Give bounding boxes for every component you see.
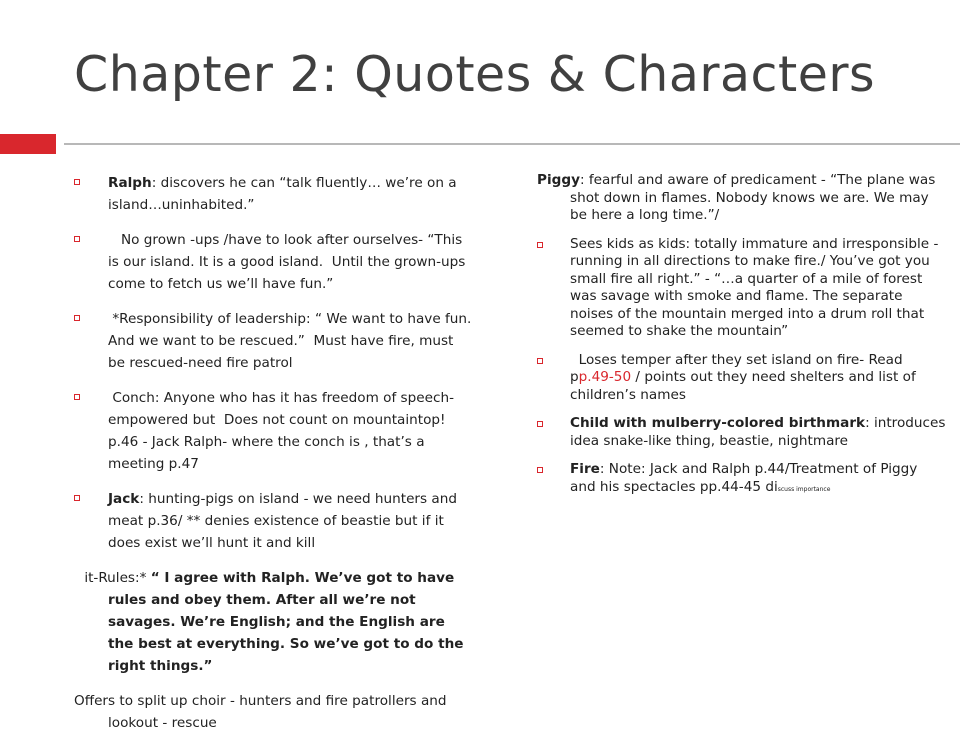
bullet-loses-temper <box>537 352 947 405</box>
bullet-square-icon <box>74 315 80 321</box>
bullet-conch <box>74 387 472 475</box>
bullet-square-icon <box>537 242 543 248</box>
jack-label: Jack <box>108 491 140 507</box>
offers-text: Offers to split up choir - hunters and fire patrollers and lookout - rescue <box>74 693 447 731</box>
bullet-grown-ups <box>74 229 472 295</box>
grown-ups-text: No grown -ups /have to look after ourselves- “This is our island. It is a good island. Until the grown-ups come to fetch us we’ll have fun.” <box>108 232 470 292</box>
loses-temper-text: Loses temper after they set island on fire- Read p <box>570 351 907 385</box>
rules-prefix: it-Rules:* <box>80 570 151 586</box>
page-ref-highlight: p.49-50 <box>578 369 632 385</box>
ralph-text: : discovers he can “talk fluently… we’re on a island…uninhabited.” <box>108 175 457 213</box>
child-label: Child with mulberry-colored birthmark <box>570 415 866 431</box>
accent-bar <box>0 134 56 154</box>
offers-paragraph <box>74 690 472 734</box>
bullet-child <box>537 415 947 450</box>
bullet-jack <box>74 488 472 554</box>
bullet-square-icon <box>74 394 80 400</box>
piggy-paragraph <box>537 172 947 225</box>
child-text: : introduces idea snake-like thing, beastie, nightmare <box>570 415 946 449</box>
piggy-text: : fearful and aware of predicament - “The plane was shot down in flames. Nobody knows we are. We may be here a long time.”/ <box>570 172 936 223</box>
rules-paragraph <box>74 567 472 677</box>
fire-label: Fire <box>570 461 600 477</box>
fire-tiny-text: scuss importance <box>777 485 831 493</box>
bullet-sees-kids <box>537 236 947 341</box>
piggy-label: Piggy <box>537 172 580 188</box>
bullet-square-icon <box>537 421 543 427</box>
bullet-square-icon <box>74 495 80 501</box>
fire-text: : Note: Jack and Ralph p.44/Treatment of Piggy and his spectacles pp.44-45 di <box>570 461 918 495</box>
title-rule <box>64 143 960 145</box>
bullet-square-icon <box>537 467 543 473</box>
left-column <box>74 172 481 747</box>
rules-quote: “ I agree with Ralph. We’ve got to have rules and obey them. After all we’re not savages. We’re English; and the English are the best at everything. So we’ve got to do the right things.” <box>108 570 464 674</box>
responsibility-text: *Responsibility of leadership: “ We want to have fun. And we want to be rescued.” Must have fire, must be rescued-need fire patrol <box>108 311 481 371</box>
bullet-square-icon <box>74 236 80 242</box>
sees-kids-text: Sees kids as kids: totally immature and irresponsible - running in all directions to make fire./ You’ve got you small fire all right.” - “…a quarter of a mile of forest was savage with smoke and flame. The separate noises of the mountain merged into a drum roll that seemed to shake the mountain” <box>570 235 939 339</box>
bullet-fire <box>537 461 947 498</box>
right-column <box>537 172 947 509</box>
bullet-square-icon <box>537 358 543 364</box>
ralph-label: Ralph <box>108 175 152 191</box>
loses-temper-text-end: / points out they need shelters and list of children’s names <box>570 369 916 403</box>
jack-text: : hunting-pigs on island - we need hunters and meat p.36/ ** denies existence of beastie but if it does exist we’ll hunt it and kill <box>108 491 457 551</box>
conch-text: Conch: Anyone who has it has freedom of speech-empowered but Does not count on mountaintop! p.46 - Jack Ralph- where the conch is , that’s a meeting p.47 <box>108 390 454 472</box>
bullet-ralph <box>74 172 472 216</box>
bullet-responsibility <box>74 308 481 374</box>
slide-title: Chapter 2: Quotes & Characters <box>74 46 876 103</box>
bullet-square-icon <box>74 179 80 185</box>
